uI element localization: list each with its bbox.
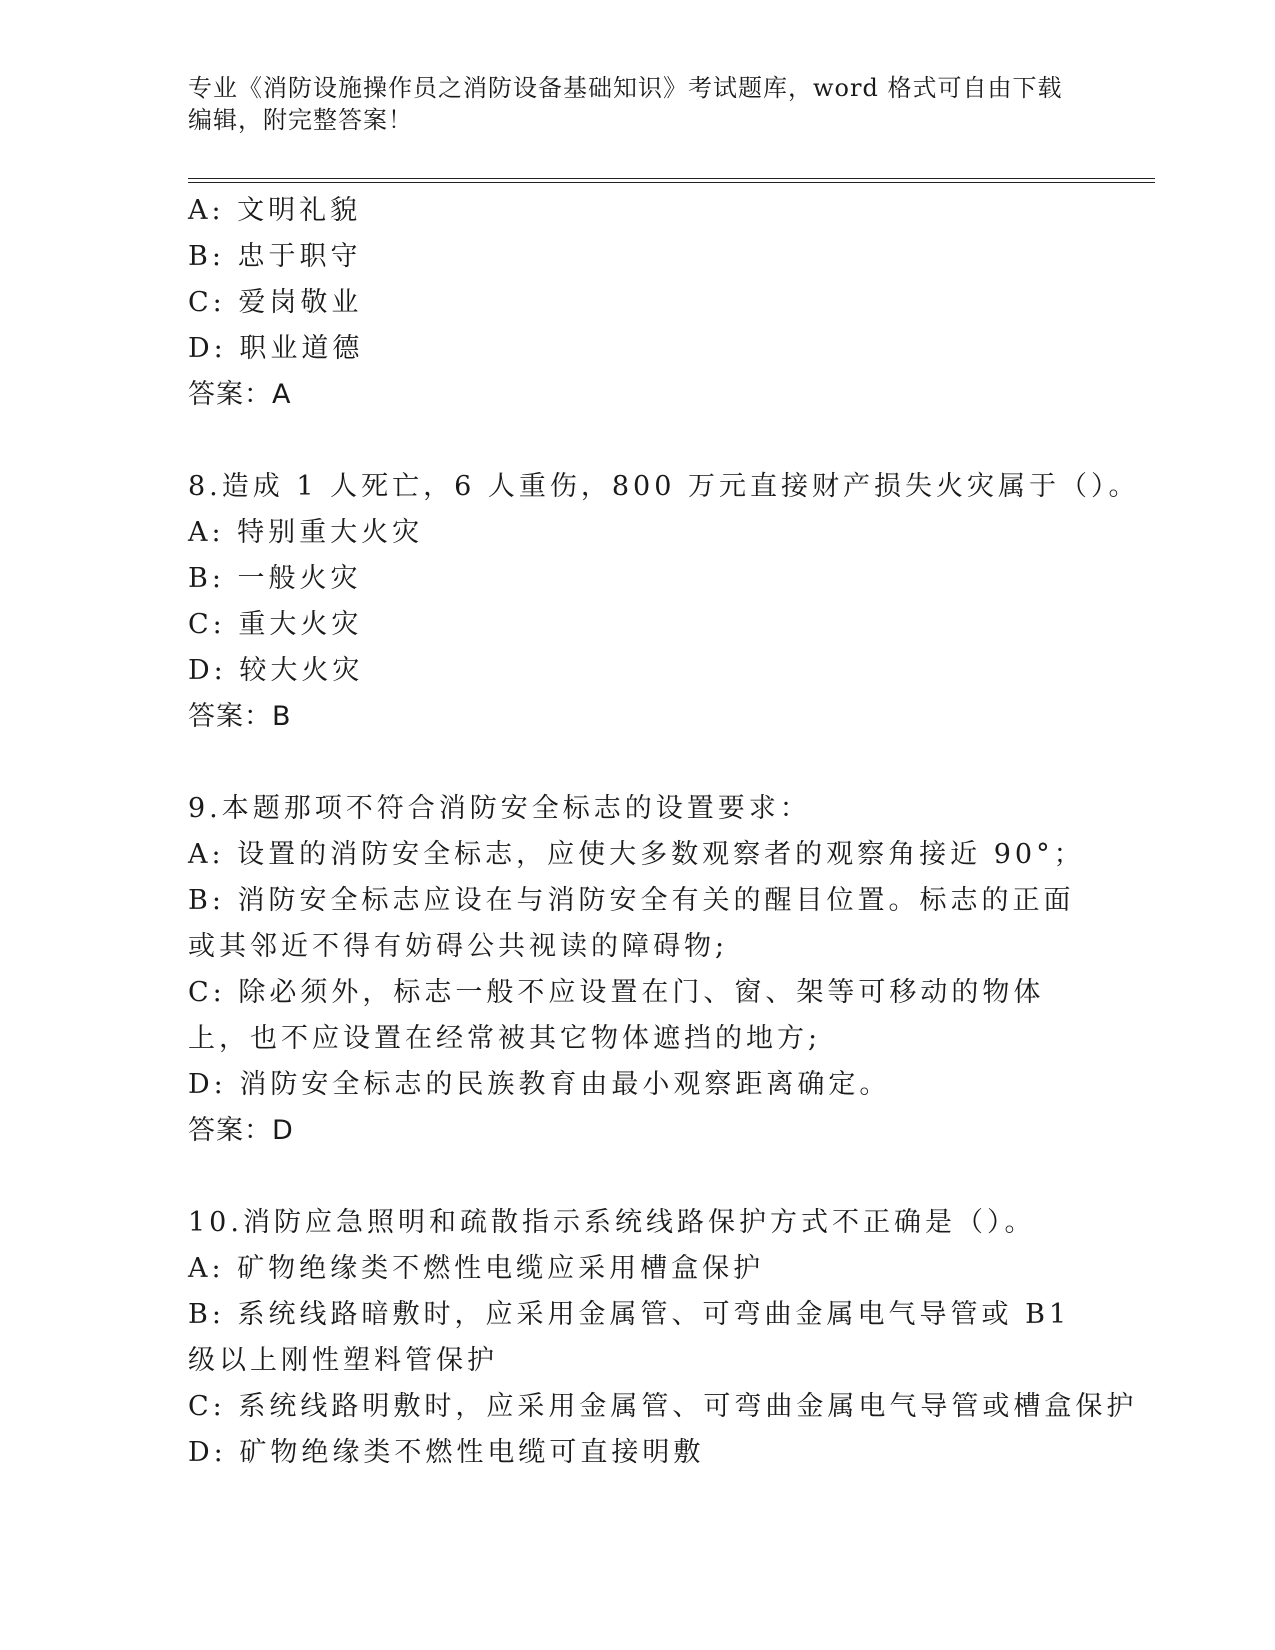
question-10 <box>188 1200 1138 1476</box>
header-divider-top <box>188 178 1155 179</box>
option-d: D: 矿物绝缘类不燃性电缆可直接明敷 <box>188 1437 705 1468</box>
option-d: D: 消防安全标志的民族教育由最小观察距离确定。 <box>188 1069 891 1100</box>
option-d: D: 较大火灾 <box>188 655 364 686</box>
answer-line: 答案：B <box>188 701 292 732</box>
option-a: A: 特别重大火灾 <box>188 517 424 548</box>
option-b: B: 系统线路暗敷时，应采用金属管、可弯曲金属电气导管或 B1 级以上刚性塑料管保护 <box>188 1299 1071 1376</box>
question-7 <box>188 188 1088 418</box>
option-b: B: 消防安全标志应设在与消防安全有关的醒目位置。标志的正面或其邻近不得有妨碍公共视读的障碍物; <box>188 885 1075 962</box>
question-8 <box>188 464 1140 740</box>
option-c: C: 爱岗敬业 <box>188 287 363 318</box>
question-text: 8.造成 1 人死亡，6 人重伤，800 万元直接财产损失火灾属于（）。 <box>188 471 1140 502</box>
option-a: A: 设置的消防安全标志，应使大多数观察者的观察角接近 90°； <box>188 839 1085 870</box>
header-divider-bottom <box>188 182 1155 183</box>
answer-line: 答案：D <box>188 1115 294 1146</box>
question-list <box>188 188 1140 1476</box>
option-a: A: 文明礼貌 <box>188 195 362 226</box>
option-d: D: 职业道德 <box>188 333 364 364</box>
option-a: A: 矿物绝缘类不燃性电缆应采用槽盒保护 <box>188 1253 765 1284</box>
question-9 <box>188 786 1088 1154</box>
option-c: C: 除必须外，标志一般不应设置在门、窗、架等可移动的物体上，也不应设置在经常被其它物体遮挡的地方; <box>188 977 1045 1054</box>
option-b: B: 一般火灾 <box>188 563 362 594</box>
answer-line: 答案：A <box>188 379 292 410</box>
question-text: 9.本题那项不符合消防安全标志的设置要求： <box>188 793 811 824</box>
option-c: C: 系统线路明敷时，应采用金属管、可弯曲金属电气导管或槽盒保护 <box>188 1391 1138 1422</box>
question-text: 10.消防应急照明和疏散指示系统线路保护方式不正确是（）。 <box>188 1207 1036 1238</box>
option-b: B: 忠于职守 <box>188 241 362 272</box>
page-header: 专业《消防设施操作员之消防设备基础知识》考试题库，word 格式可自由下载编辑，附完整答案！ <box>188 74 1063 134</box>
option-c: C: 重大火灾 <box>188 609 363 640</box>
